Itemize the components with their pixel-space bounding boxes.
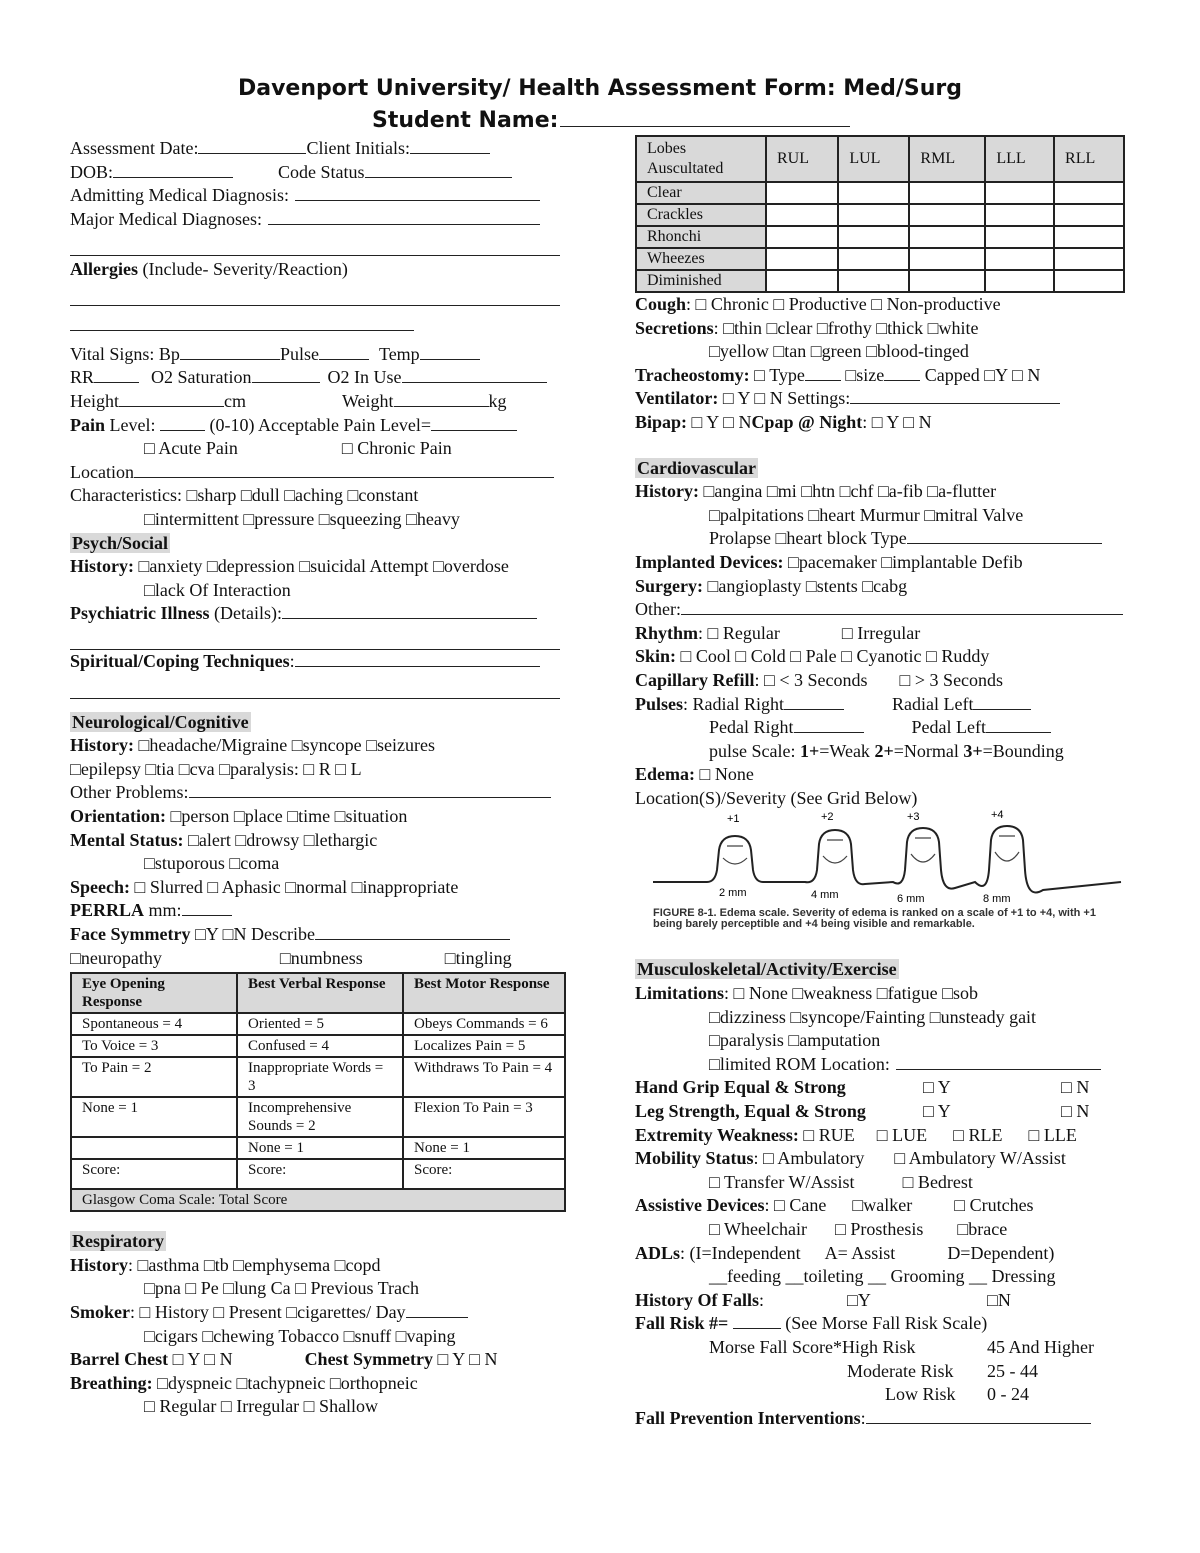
cardio-other-field[interactable] bbox=[681, 598, 1123, 615]
psych-social-heading: Psych/Social bbox=[72, 532, 169, 553]
respiratory-heading: Respiratory bbox=[72, 1231, 164, 1252]
edema-depth-4: 8 mm bbox=[983, 893, 1011, 906]
glasgow-coma-table: Eye Opening Response Best Verbal Response Best Motor Response Spontaneous = 4 Oriented = 5 Obeys Commands = 6 To Voice = 3 Confused = 4 Localizes Pain = 5 To Pain = 2 Inappropriate Words = 3 Withdraws To Pain = 4 None = 1 Incomprehensive Sounds = 2 Flexion To Pain = 3 None = 1 None = 1 Score: Score: Score: Glasgow Coma Scale: Total Score bbox=[70, 972, 566, 1212]
o2-use-field[interactable] bbox=[402, 366, 547, 383]
psych-illness-line[interactable] bbox=[70, 626, 560, 651]
allergies-line-1[interactable] bbox=[70, 282, 560, 307]
neuro-heading: Neurological/Cognitive bbox=[72, 711, 249, 732]
trach-type-field[interactable] bbox=[805, 364, 841, 381]
left-column: Assessment Date: Client Initials: DOB: Code Status Admitting Medical Diagnosis: Major Medical Diagnoses: Allergies (Include- Severity/Reaction) Vital Signs: Bp Pulse Temp RR O2 Saturation O2 In Use Height cm Weight kg Pain Level: (0-10) Acceptable Pain Level= □ Acute Pain □ Chronic Pain Location Characteristics: □sharp □dull □aching □constant □intermittent □pressure □squeezing □heavy Psych/Social History: □anxiety □depression □suicidal Attempt □overdose □lack Of Interaction Psychiatric Illness (Details): Spiritual/Coping Techniques: Neurological/Cognitive History: □headache/Migraine □syncope □seizures □epilepsy □tia □cva □paralysis: □ R □ L Other Problems: Orientation: □person □place □time □situation Mental Status: □alert □drowsy □lethargic □stuporous □coma Speech: □ Slurred □ Aphasic □normal □inappropriate PERRLA mm: Face Symmetry □Y □N Describe □neuropathy □numbness □tingling Eye Opening Response Best Verbal Response Best Motor Response Spontaneous = 4 Oriented = 5 Obeys Commands = 6 To Voice = 3 Confused = 4 Localizes Pain = 5 To Pain = 2 Inappropriate Words = 3 Withdraws To Pain = 4 None = 1 Incomprehensive Sounds = 2 Flexion To Pain = 3 None = 1 None = 1 Score: Score: Score: Glasgow Coma Scale: Total Score Respiratory History: □asthma □tb □emphysema □copd □pna □ Pe □lung Ca □ Previous Trach Smoker: □ History □ Present □cigarettes/ Day □cigars □chewing Tobacco □snuff □vaping Barrel Chest □ Y □ N Chest Symmetry □ Y □ N Breathing: □dyspneic □tachypneic □orthopneic □ Regular □ Irregular □ Shallow bbox=[70, 137, 564, 1419]
bp-field[interactable] bbox=[180, 343, 280, 360]
temp-field[interactable] bbox=[420, 343, 480, 360]
radial-right-field[interactable] bbox=[784, 693, 844, 710]
cardiovascular-heading: Cardiovascular bbox=[637, 457, 756, 478]
student-name-label: Student Name: bbox=[372, 108, 850, 133]
edema-depth-3: 6 mm bbox=[897, 893, 925, 906]
radial-left-field[interactable] bbox=[973, 693, 1031, 710]
weight-field[interactable] bbox=[394, 390, 489, 407]
pain-level-field[interactable] bbox=[160, 414, 205, 431]
edema-depth-1: 2 mm bbox=[719, 887, 747, 900]
lung-auscultation-table: Lobes Auscultated RUL LUL RML LLL RLL Clear Crackles Rhonchi Wheezes Diminished bbox=[635, 135, 1125, 293]
cigarettes-per-day-field[interactable] bbox=[406, 1301, 468, 1318]
edema-grade-1: +1 bbox=[727, 813, 740, 826]
admitting-dx-field[interactable] bbox=[295, 184, 540, 201]
pulse-field[interactable] bbox=[319, 343, 369, 360]
trach-size-field[interactable] bbox=[884, 364, 920, 381]
acceptable-pain-field[interactable] bbox=[431, 414, 517, 431]
allergies-line-2[interactable] bbox=[70, 306, 414, 331]
perrla-field[interactable] bbox=[182, 899, 232, 916]
acute-pain-checkbox[interactable]: □ Acute Pain bbox=[144, 438, 238, 459]
fall-prevention-field[interactable] bbox=[866, 1407, 1091, 1424]
spiritual-line[interactable] bbox=[70, 674, 560, 699]
edema-grade-3: +3 bbox=[907, 811, 920, 824]
edema-figure bbox=[635, 810, 1125, 950]
form-title: Davenport University/ Health Assessment Form: Med/Surg bbox=[237, 76, 963, 101]
edema-grade-4: +4 bbox=[991, 810, 1004, 822]
musculoskeletal-heading: Musculoskeletal/Activity/Exercise bbox=[637, 959, 897, 980]
motor-score-field[interactable]: Score: bbox=[403, 1159, 565, 1189]
major-dx-line[interactable] bbox=[70, 231, 560, 256]
other-problems-field[interactable] bbox=[189, 781, 551, 798]
face-describe-field[interactable] bbox=[315, 923, 510, 940]
height-field[interactable] bbox=[119, 390, 224, 407]
edema-grade-2: +2 bbox=[821, 811, 834, 824]
right-column: Lobes Auscultated RUL LUL RML LLL RLL Clear Crackles Rhonchi Wheezes Diminished Cough: □ Chronic □ Productive □ Non-productive Secretions: □thin □clear □frothy □thick □white □yellow □tan □green □blood-tinged Tracheostomy: □ Type □size Capped □Y □ N Ventilator: □ Y □ N Settings: Bipap: □ Y □ NCpap @ Night: □ Y □ N Cardiovascular History: □angina □mi □htn □chf □a-fib □a-flutter □palpitations □heart Murmur □mitral Valve Prolapse □heart block Type Implanted Devices: □pacemaker □implantable Defib Surgery: □angioplasty □stents □cabg Other: Rhythm: □ Regular □ Irregular Skin: □ Cool □ Cold □ Pale □ Cyanotic □ Ruddy Capillary Refill: □ < 3 Seconds □ > 3 Seconds Pulses: Radial Right Radial Left Pedal Right Pedal Left pulse Scale: 1+=Weak 2+=Normal 3+=Bounding Edema: □ None Location(S)/Severity (See Grid Below) +1 +2 +3 +4 2 mm 4 mm 6 mm 8 mm FIGURE 8-1. Edema scale. Severity of edema is ranked on a scale of +1 to +4, with +1 being barely perceptible and +4 being visible and remarkable. Musculoskeletal/Activity/Exercise Limitations: □ None □weakness □fatigue □sob □dizziness □syncope/Fainting □unsteady gait □paralysis □amputation □limited ROM Location: Hand Grip Equal & Strong □ Y □ N Leg Strength, Equal & Strong □ Y □ N Extremity Weakness: □ RUE □ LUE □ RLE □ LLE Mobility Status: □ Ambulatory □ Ambulatory W/Assist □ Transfer W/Assist □ Bedrest Assistive Devices: □ Cane □walker □ Crutches □ Wheelchair □ Prosthesis □brace ADLs: (I=Independent A= Assist D=Dependent) __feeding __toileting __ Grooming __ Dressing History Of Falls: □Y □N Fall Risk #= (See Morse Fall Risk Scale) Morse Fall Score*High Risk 45 And Higher Moderate Risk 25 - 44 Low Risk 0 - 24 Fall Prevention Interventions: bbox=[635, 135, 1135, 1430]
rom-location-field[interactable] bbox=[896, 1053, 1101, 1070]
edema-caption: FIGURE 8-1. Edema scale. Severity of edema is ranked on a scale of +1 to +4, with +1 being barely perceptible and +4 being visible and remarkable. bbox=[653, 907, 1096, 931]
client-initials-field[interactable] bbox=[410, 137, 490, 154]
edema-depth-2: 4 mm bbox=[811, 889, 839, 902]
psych-illness-field[interactable] bbox=[282, 602, 537, 619]
major-dx-field[interactable] bbox=[268, 208, 540, 225]
student-name-field[interactable] bbox=[560, 110, 850, 127]
edema-diagram bbox=[635, 810, 1125, 905]
pedal-right-field[interactable] bbox=[794, 716, 864, 733]
pain-location-field[interactable] bbox=[134, 461, 554, 478]
code-status-field[interactable] bbox=[365, 161, 512, 178]
dob-field[interactable] bbox=[113, 161, 233, 178]
rr-field[interactable] bbox=[94, 366, 139, 383]
gcs-total-field[interactable]: Glasgow Coma Scale: Total Score bbox=[71, 1189, 565, 1211]
spiritual-field[interactable] bbox=[295, 650, 540, 667]
eye-score-field[interactable]: Score: bbox=[71, 1159, 237, 1189]
verbal-score-field[interactable]: Score: bbox=[237, 1159, 403, 1189]
fall-risk-field[interactable] bbox=[733, 1312, 781, 1329]
chronic-pain-checkbox[interactable]: □ Chronic Pain bbox=[341, 438, 452, 459]
vent-settings-field[interactable] bbox=[850, 387, 1060, 404]
o2-sat-field[interactable] bbox=[252, 366, 320, 383]
pedal-left-field[interactable] bbox=[986, 716, 1051, 733]
assessment-date-field[interactable] bbox=[198, 137, 306, 154]
heart-block-type-field[interactable] bbox=[907, 527, 1102, 544]
